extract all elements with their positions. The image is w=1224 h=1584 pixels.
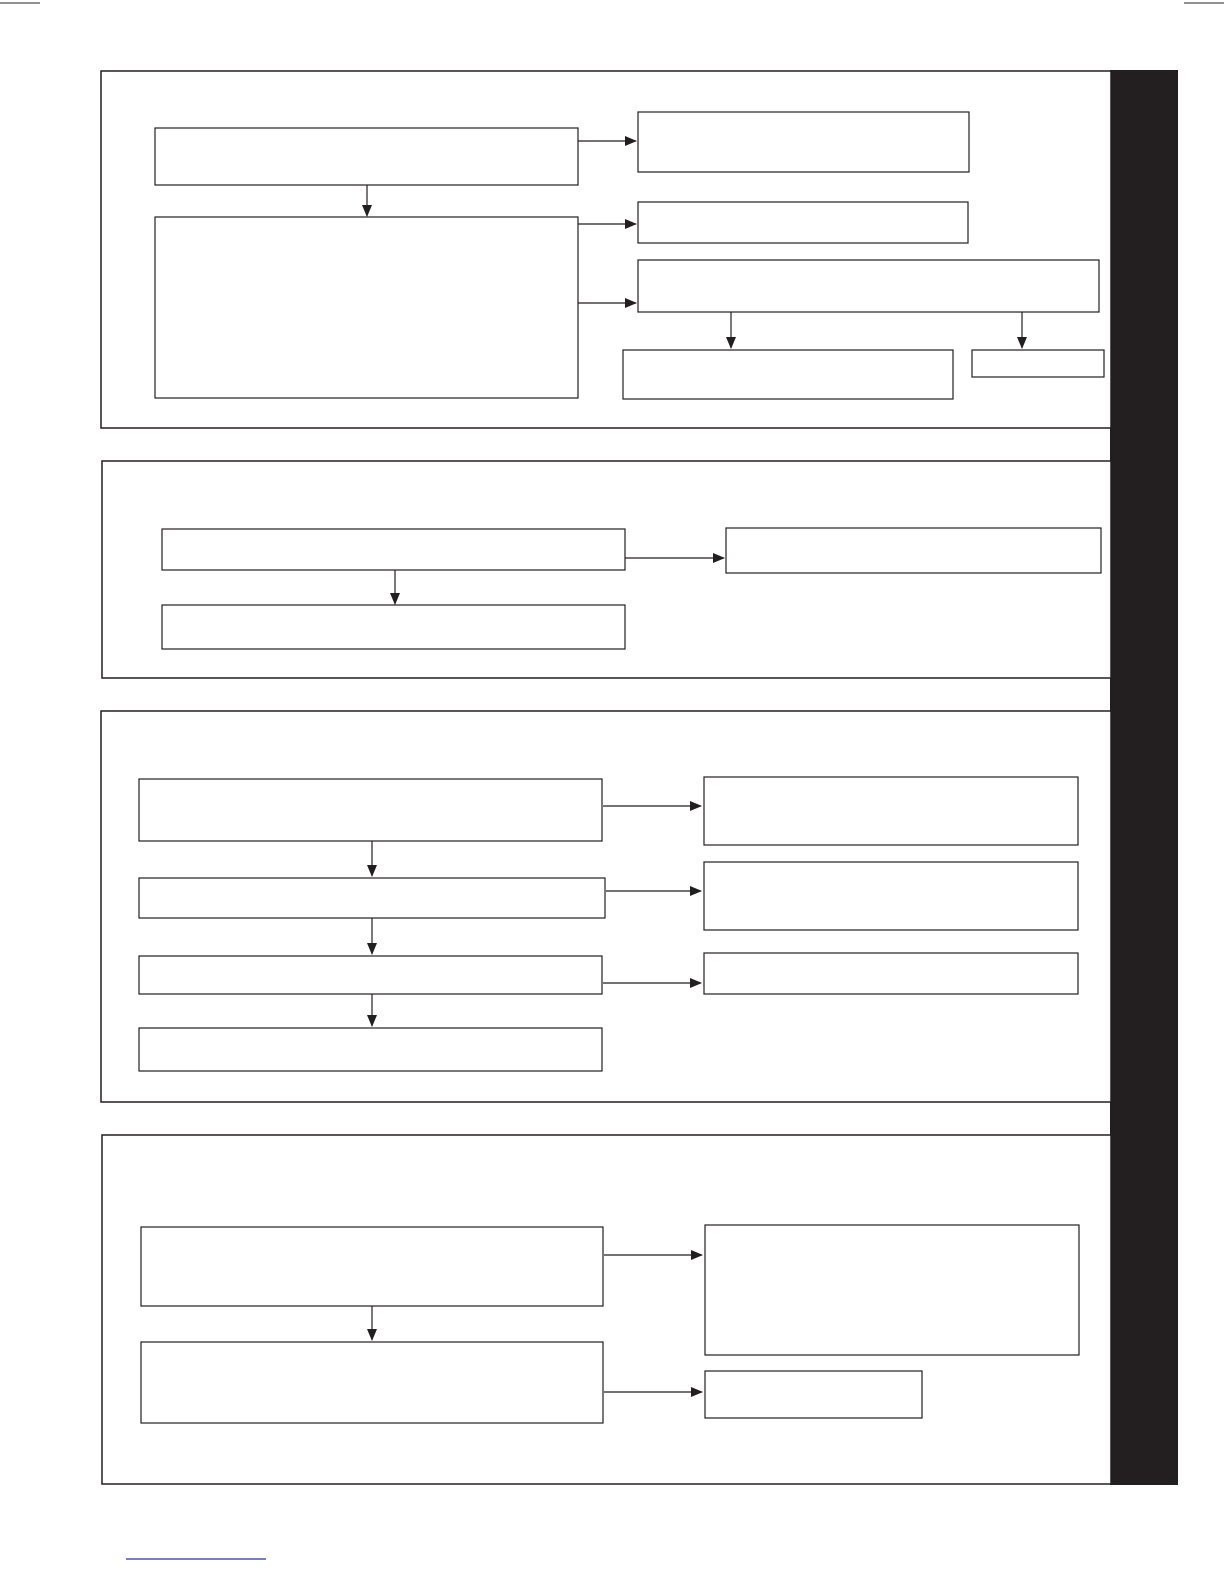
p3-step-2 xyxy=(139,878,605,918)
p3-step-3 xyxy=(139,956,602,994)
p4-step-1 xyxy=(141,1227,603,1306)
p3-step-4 xyxy=(139,1028,602,1071)
p4-right-2 xyxy=(705,1371,922,1418)
p1-right-wide xyxy=(638,260,1099,312)
p3-right-2 xyxy=(704,862,1078,930)
panel-1 xyxy=(101,71,1111,428)
p2-start xyxy=(162,529,625,570)
panel-3 xyxy=(101,711,1111,1102)
p2-right xyxy=(726,528,1101,573)
p1-result-a xyxy=(623,350,953,399)
p3-right-1 xyxy=(704,777,1078,845)
panel-4 xyxy=(102,1135,1111,1484)
p4-right-1 xyxy=(705,1225,1079,1355)
p1-right-mid xyxy=(638,202,968,243)
p3-step-1 xyxy=(139,779,602,841)
p1-result-b xyxy=(972,350,1104,377)
side-tab xyxy=(1110,70,1178,1485)
panel-2 xyxy=(102,461,1111,678)
p4-step-2 xyxy=(141,1342,603,1423)
p1-main xyxy=(155,217,578,398)
p1-right-top xyxy=(638,112,969,172)
p2-next xyxy=(162,605,625,649)
p1-start xyxy=(155,128,578,185)
p3-right-3 xyxy=(704,953,1078,994)
